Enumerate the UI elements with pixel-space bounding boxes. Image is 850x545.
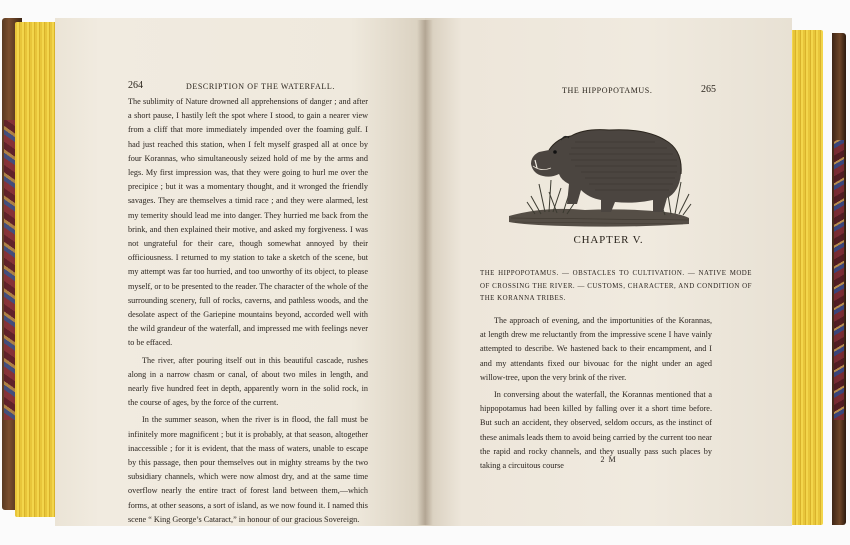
left-page-body bbox=[128, 95, 368, 527]
right-page-number: 265 bbox=[701, 84, 716, 95]
left-running-head: DESCRIPTION OF THE WATERFALL. bbox=[186, 82, 335, 91]
left-paragraph-3: In the summer season, when the river is in flood, the fall must be infinitely more magnificent ; but it is probably, at that season, altogether inaccessible ; for it is evident, that the mass of waters, unable to escape by this passage, then pour themselves out in mighty streams by the two subsidiary channels, which were now almost dry, and at the same time overflow nearly the entire tract of forest land between them,—which forms, at other seasons, a sort of island, as we now found it. I named this scene “ King George’s Cataract,” in honour of our gracious Sovereign. bbox=[128, 415, 368, 524]
left-paragraph-1: The sublimity of Nature drowned all apprehensions of danger ; and after a short pause, I hastily left the spot where I stood, to gain a nearer view from a cliff that more immediately impended over the foaming gulf. I had just reached this station, when I felt myself grasped all at once by four Korannas, who simultaneously seized hold of me by the arms and legs. My first impression was, that they were going to hurl me over the precipice ; but it was a momentary thought, and it wronged the friendly savages. They are themselves a timid race ; and they were alarmed, lest my temerity should lead me into danger. They hurried me back from the brink, and then explained their motive, and asked my forgiveness. I was not ungrateful for their care, though somewhat annoyed by their officiousness. I returned to my station to take a sketch of the scene, but my attempt was far too hurried, and too unworthy of its object, to please myself, or to be presented to the reader. The character of the whole of the surrounding scenery, full of rocks, caverns, and pathless woods, and the desolate aspect of the Gariepine mountains beyond, accorded well with the wild grandeur of the waterfall, and impressed me with feelings never to be effaced. bbox=[128, 97, 368, 348]
left-paragraph-2: The river, after pouring itself out in this beautiful cascade, rushes along in a narrow chasm or canal, of about two miles in length, and nearly five hundred feet in depth, apparently worn in the solid rock, in the course of ages, by the force of the current. bbox=[128, 355, 368, 408]
hippopotamus-illustration bbox=[505, 118, 693, 230]
right-marbled-edge bbox=[834, 140, 844, 420]
right-running-head: THE HIPPOPOTAMUS. bbox=[562, 86, 653, 95]
chapter-title: CHAPTER V. bbox=[573, 234, 644, 246]
right-paragraph-1: The approach of evening, and the importunities of the Korannas, at length drew me reluctantly from the impressive scene I have vainly attempted to describe. We hastened back to their encampment, and I and my attendants fixed our bivouac for the night under an aged willow-tree, upon the very brink of the river. bbox=[480, 316, 712, 382]
right-page-body bbox=[480, 314, 712, 473]
signature-mark: 2 M bbox=[600, 455, 617, 464]
left-page-number: 264 bbox=[128, 80, 143, 91]
book-gutter-shadow bbox=[417, 20, 433, 525]
chapter-summary: THE HIPPOPOTAMUS. — OBSTACLES TO CULTIVATION. — NATIVE MODE OF CROSSING THE RIVER. — CUSTOMS, CHARACTER, AND CONDITION OF THE KORANNA TRIBES. bbox=[480, 270, 752, 303]
right-paragraph-2: In conversing about the waterfall, the Korannas mentioned that a hippopotamus had been killed by falling over it a short time before. But such an accident, they observed, seldom occurs, as the instinct of these animals leads them to avoid being carried by the current too near the rapid and rocky channels, and they usually pass such places by taking a circuitous course bbox=[480, 390, 712, 471]
left-gilt-page-edges bbox=[15, 22, 57, 517]
